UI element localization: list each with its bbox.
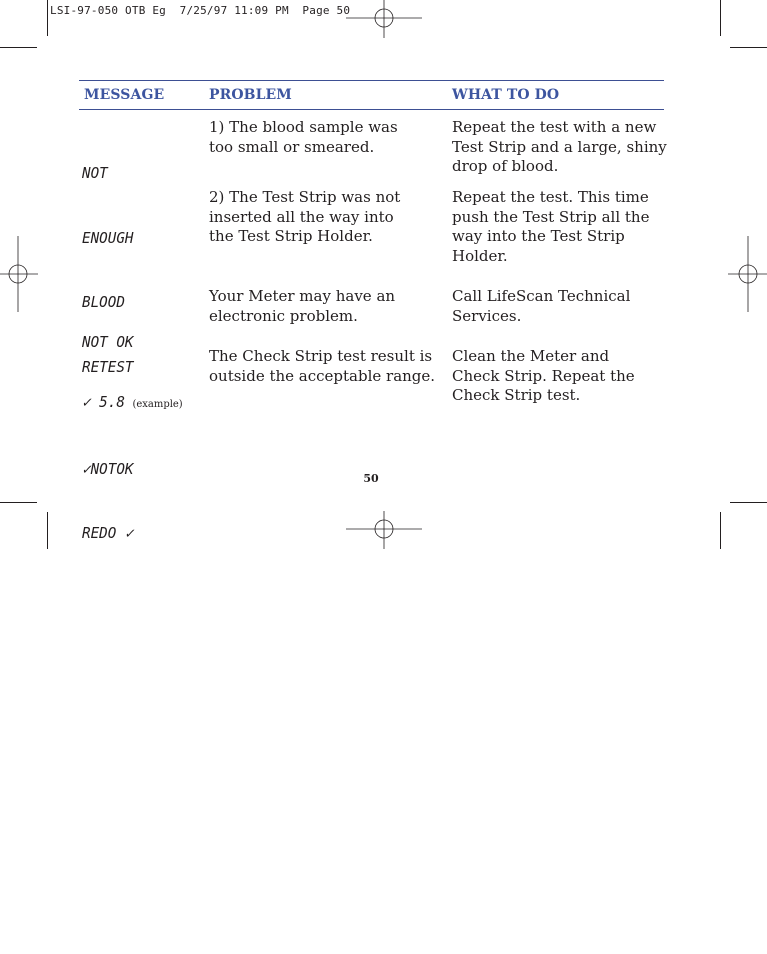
- lcd-line: ENOUGH: [82, 228, 134, 247]
- crop-mark: [720, 0, 721, 36]
- printer-slug: LSI-97-050 OTB Eg 7/25/97 11:09 PM Page 50: [50, 4, 351, 17]
- column-header-problem: PROBLEM: [209, 87, 292, 103]
- lcd-reading: ✓ 5.8: [82, 393, 125, 411]
- text-line: Check Strip. Repeat the: [452, 366, 635, 385]
- text-line: Repeat the test. This time: [452, 188, 649, 206]
- text-line: 2) The Test Strip was not: [209, 188, 401, 206]
- action-text: [452, 347, 666, 406]
- text-line: the Test Strip Holder.: [209, 227, 373, 246]
- text-line: Your Meter may have an: [209, 287, 396, 305]
- text-line: Holder.: [452, 246, 508, 265]
- crop-mark: [47, 0, 48, 36]
- lcd-line: [82, 392, 183, 416]
- text-line: drop of blood.: [452, 157, 559, 176]
- action-text: [452, 118, 666, 177]
- text-line: push the Test Strip all the: [452, 207, 650, 226]
- action-text: [452, 287, 666, 326]
- text-line: The Check Strip test result is: [209, 347, 433, 365]
- text-line: Repeat the test with a new: [452, 118, 657, 136]
- lcd-message: [82, 349, 183, 566]
- registration-mark-icon: [0, 236, 40, 312]
- registration-mark-icon: [728, 236, 767, 312]
- registration-mark-icon: [346, 511, 422, 549]
- text-line: outside the acceptable range.: [209, 366, 436, 385]
- crop-mark: [47, 512, 48, 549]
- page-number: 50: [363, 472, 379, 485]
- lcd-line: REDO ✓: [82, 524, 134, 542]
- text-line: Test Strip and a large, shiny: [452, 137, 667, 156]
- table-header-rule: [79, 109, 664, 110]
- text-line: inserted all the way into: [209, 207, 394, 226]
- text-line: Services.: [452, 306, 522, 325]
- text-line: electronic problem.: [209, 306, 358, 325]
- lcd-line: ✓NOTOK: [82, 459, 134, 478]
- text-line: way into the Test Strip: [452, 227, 625, 246]
- action-text: [452, 188, 666, 266]
- lcd-line: RETEST: [82, 357, 134, 376]
- crop-mark: [720, 512, 721, 549]
- registration-mark-icon: [346, 0, 422, 40]
- text-line: 1) The blood sample was: [209, 118, 398, 136]
- text-line: Check Strip test.: [452, 386, 581, 405]
- lcd-line: NOT: [82, 164, 108, 182]
- column-header-message: MESSAGE: [84, 87, 165, 103]
- lcd-line: BLOOD: [82, 293, 125, 311]
- crop-mark: [730, 502, 767, 503]
- lcd-line: NOT OK: [82, 333, 134, 351]
- crop-mark: [0, 502, 37, 503]
- crop-mark: [730, 47, 767, 48]
- text-line: too small or smeared.: [209, 137, 375, 156]
- text-line: Clean the Meter and: [452, 347, 610, 365]
- problem-text: [209, 118, 445, 157]
- problem-text: [209, 188, 445, 247]
- problem-text: [209, 287, 445, 326]
- table-top-rule: [79, 80, 664, 81]
- problem-text: [209, 347, 445, 386]
- text-line: Call LifeScan Technical: [452, 287, 631, 305]
- example-note: (example): [132, 398, 183, 410]
- column-header-what-to-do: WHAT TO DO: [452, 87, 560, 103]
- crop-mark: [0, 47, 37, 48]
